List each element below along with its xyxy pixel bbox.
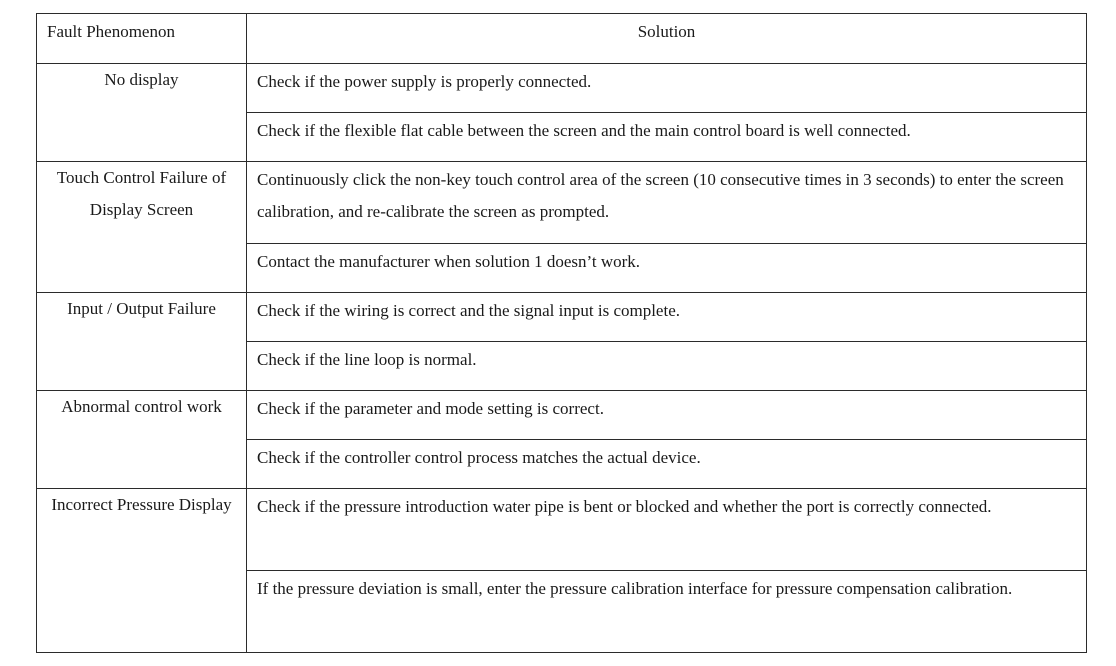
solution-text: Check if the pressure introduction water pipe is bent or blocked and whether the port is correctly connected.: [257, 497, 992, 516]
solution-text: Check if the wiring is correct and the signal input is complete.: [257, 301, 680, 320]
fault-cell: Touch Control Failure of Display Screen: [37, 162, 247, 293]
solution-text: Check if the controller control process matches the actual device.: [257, 448, 701, 467]
solution-cell: [247, 342, 1087, 391]
fault-cell: Input / Output Failure: [37, 293, 247, 391]
fault-cell: No display: [37, 64, 247, 162]
table-row: [37, 391, 1087, 440]
solution-cell: [247, 162, 1087, 244]
fault-solution-table: [36, 13, 1087, 653]
solution-text: Contact the manufacturer when solution 1 doesn’t work.: [257, 252, 641, 271]
fault-cell: Incorrect Pressure Display: [37, 489, 247, 653]
header-fault-phenomenon: [37, 14, 247, 64]
header-fault-label: Fault Phenomenon: [47, 22, 175, 41]
solution-text: Check if the line loop is normal.: [257, 350, 477, 369]
table-row: [37, 64, 1087, 113]
solution-cell: [247, 293, 1087, 342]
solution-cell: [247, 489, 1087, 571]
table-row: [37, 162, 1087, 244]
solution-cell: [247, 64, 1087, 113]
solution-text: Check if the flexible flat cable between the screen and the main control board is well connected.: [257, 121, 911, 140]
solution-text: Continuously click the non-key touch control area of the screen (10 consecutive times in 3 seconds) to enter the screen calibration, and re-calibrate the screen as prompted.: [257, 170, 1064, 221]
solution-text: Check if the power supply is properly connected.: [257, 72, 592, 91]
fault-cell: Abnormal control work: [37, 391, 247, 489]
header-solution: [247, 14, 1087, 64]
solution-cell: [247, 113, 1087, 162]
solution-text: Check if the parameter and mode setting is correct.: [257, 399, 604, 418]
solution-cell: [247, 571, 1087, 653]
table-row: [37, 489, 1087, 571]
solution-cell: [247, 244, 1087, 293]
table-header-row: [37, 14, 1087, 64]
solution-cell: [247, 391, 1087, 440]
solution-text: If the pressure deviation is small, enter the pressure calibration interface for pressure compensation calibration.: [257, 579, 1013, 598]
solution-cell: [247, 440, 1087, 489]
header-solution-label: Solution: [637, 22, 696, 41]
table-row: [37, 293, 1087, 342]
